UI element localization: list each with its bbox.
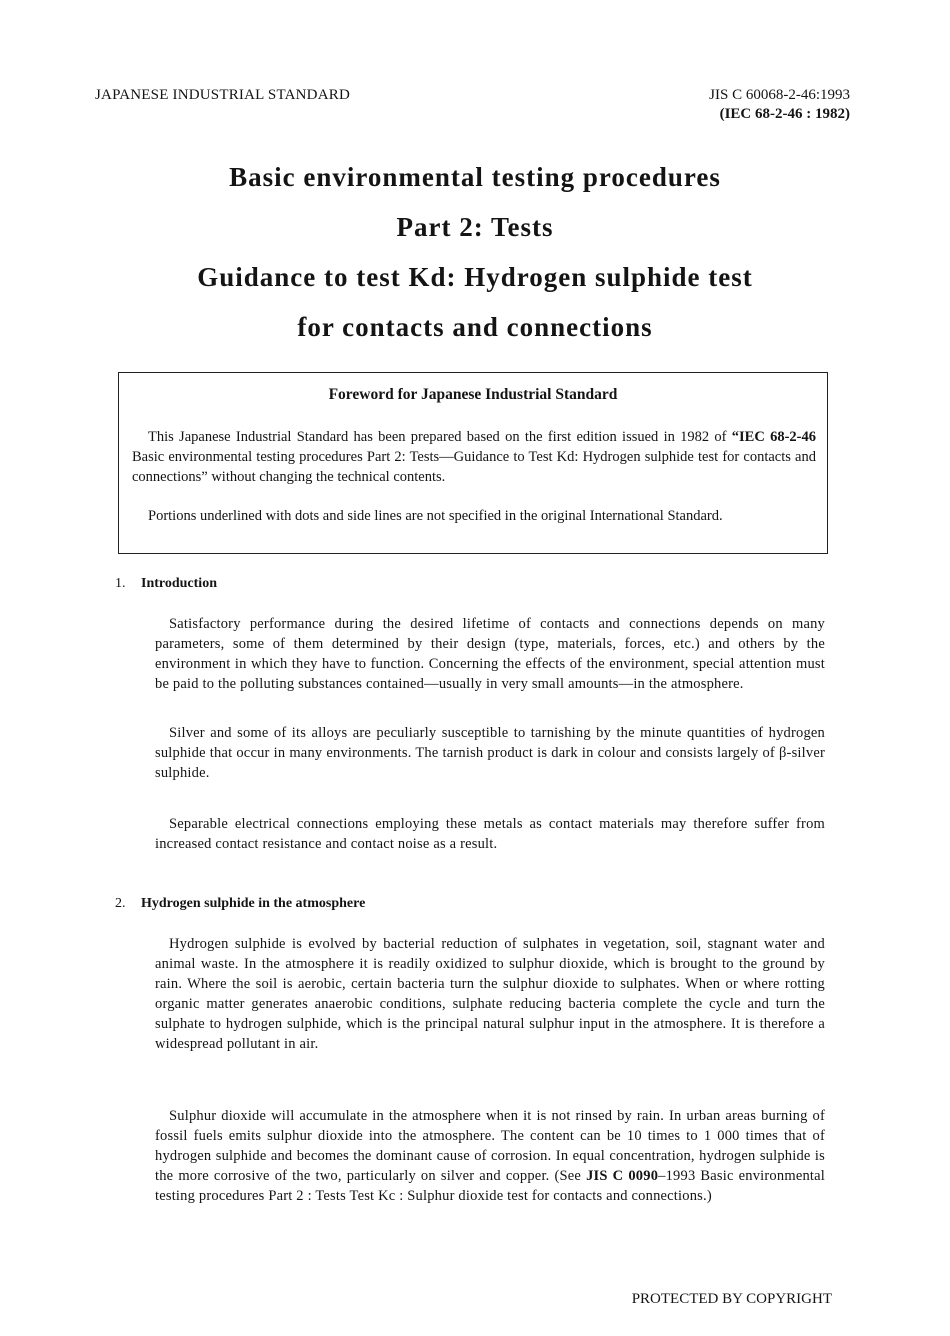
section-1-paragraph-2: Silver and some of its alloys are peculiarly susceptible to tarnishing by the minute quantities of hydrogen sulphide that occur in many environments. The tarnish product is dark in colour and consists largely of β-silver sulphide. xyxy=(155,725,825,781)
section-1-number: 1. xyxy=(115,576,126,591)
section-2-p2-text-cont: –1993 Basic environmental testing procedures Part 2 : Tests Test Kc : Sulphur dioxide test for contacts and connections.) xyxy=(155,1168,825,1204)
section-2-title: Hydrogen sulphide in the atmosphere xyxy=(141,896,366,911)
section-2-paragraph-1: Hydrogen sulphide is evolved by bacterial reduction of sulphates in vegetation, soil, stagnant water and animal waste. In the atmosphere it is readily oxidized to sulphur dioxide, which is brought to the ground by rain. Where the soil is aerobic, certain bacteria turn the sulphur dioxide to sulphates. When or where rotting organic matter generates anaerobic conditions, sulphate reducing bacteria complete the cycle and turn the sulphate to hydrogen sulphide, which is the principal natural sulphur input in the atmosphere. It is therefore a widespread pollutant in air. xyxy=(155,936,825,1052)
header-standard-numbers xyxy=(709,86,850,124)
section-2-number: 2. xyxy=(115,896,126,911)
foreword-title: Foreword for Japanese Industrial Standard xyxy=(328,386,618,403)
document-title xyxy=(0,152,950,352)
foreword-box xyxy=(118,372,828,554)
section-1-heading xyxy=(115,576,217,592)
section-1-paragraph-1: Satisfactory performance during the desired lifetime of contacts and connections depends on many parameters, some of them determined by their design (type, materials, forces, etc.) and others by the environment in which they have to function. Concerning the effects of the environment, special attention must be paid to the polluting substances contained—usually in very small amounts—in the atmosphere. xyxy=(155,616,825,692)
section-1-paragraph-3: Separable electrical connections employing these metals as contact materials may therefore suffer from increased contact resistance and contact noise as a result. xyxy=(155,816,825,852)
section-2-heading xyxy=(115,896,365,912)
section-2-p2-text: Sulphur dioxide will accumulate in the atmosphere when it is not rinsed by rain. In urban areas burning of fossil fuels emits sulphur dioxide into the atmosphere. The content can be 10 times to 1 000 times that of hydrogen sulphide and becomes the dominant cause of corrosion. In equal concentration, hydrogen sulphide is the more corrosive of the two, particularly on silver and copper. (See xyxy=(155,1108,825,1184)
foreword-paragraph-2: Portions underlined with dots and side lines are not specified in the original International Standard. xyxy=(148,508,723,524)
title-line-1: Basic environmental testing procedures xyxy=(229,162,721,192)
title-line-4: for contacts and connections xyxy=(297,312,653,342)
foreword-paragraph-1 xyxy=(132,427,816,487)
section-2-p2-jis-ref: JIS C 0090 xyxy=(586,1168,659,1184)
foreword-p1-iec-ref: “IEC 68-2-46 xyxy=(731,429,816,445)
jis-number: JIS C 60068-2-46:1993 xyxy=(709,87,850,103)
title-line-2: Part 2: Tests xyxy=(396,212,554,242)
foreword-p1-text: This Japanese Industrial Standard has been prepared based on the first edition issued in 1982 of xyxy=(148,429,732,445)
title-line-3: Guidance to test Kd: Hydrogen sulphide test xyxy=(197,262,753,292)
section-2-paragraph-2 xyxy=(155,1106,825,1206)
iec-number: (IEC 68-2-46 : 1982) xyxy=(719,106,850,122)
section-1-title: Introduction xyxy=(141,576,217,591)
header-standard-label: JAPANESE INDUSTRIAL STANDARD xyxy=(95,87,350,103)
foreword-p1-text-cont: Basic environmental testing procedures Part 2: Tests—Guidance to Test Kd: Hydrogen sulphide test for contacts and connections” without changing the technical contents. xyxy=(132,449,816,485)
copyright-footer: PROTECTED BY COPYRIGHT xyxy=(631,1291,832,1307)
